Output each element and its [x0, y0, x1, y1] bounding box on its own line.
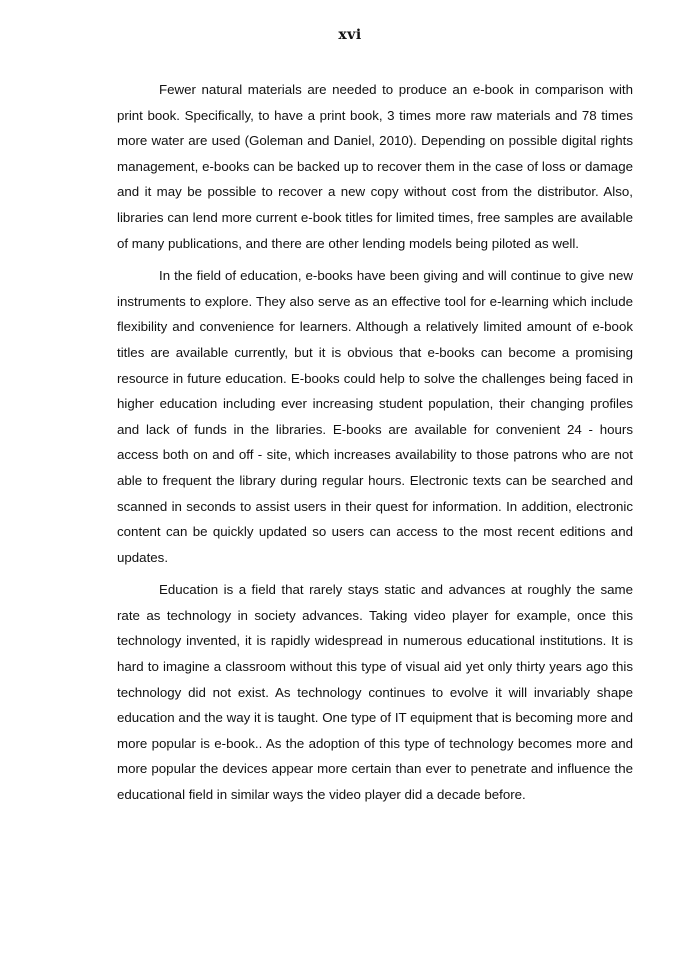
paragraph-environmental-benefits: Fewer natural materials are needed to produce an e-book in comparison with print book. Specifically, to have a print book, 3 times more raw materials and 78 times more water are used (Goleman and Daniel, 2010). Depending on possible digital rights management, e-books can be backed up to recover them in the case of loss or damage and it may be possible to recover a new copy without cost from the distributor. Also, libraries can lend more current e-book titles for limited times, free samples are available of many publications, and there are other lending models being piloted as well. [117, 82, 633, 251]
paragraph-education-field: In the field of education, e-books have been giving and will continue to give new instruments to explore. They also serve as an effective tool for e-learning which include flexibility and convenience for learners. Although a relatively limited amount of e-book titles are available currently, but it is obvious that e-books can become a promising resource in future education. E-books could help to solve the challenges being faced in higher education including ever increasing student population, their changing profiles and lack of funds in the libraries. E-books are available for convenient 24 - hours access both on and off - site, which increases availability to those patrons who are not able to frequent the library during regular hours. Electronic texts can be searched and scanned in seconds to assist users in their quest for information. In addition, electronic content can be quickly updated so users can access to the most recent editions and updates. [117, 268, 633, 565]
body-text [117, 77, 633, 815]
paragraph-technology-adoption: Education is a field that rarely stays static and advances at roughly the same rate as technology in society advances. Taking video player for example, once this technology invented, it is rapidly widespread in numerous educational institutions. It is hard to imagine a classroom without this type of visual aid yet only thirty years ago this technology did not exist. As technology continues to evolve it will invariably shape education and the way it is taught. One type of IT equipment that is becoming more and more popular is e-book.. As the adoption of this type of technology becomes more and more popular the devices appear more certain than ever to penetrate and influence the educational field in similar ways the video player did a decade before. [117, 582, 633, 803]
page-number: xvi [338, 27, 362, 43]
